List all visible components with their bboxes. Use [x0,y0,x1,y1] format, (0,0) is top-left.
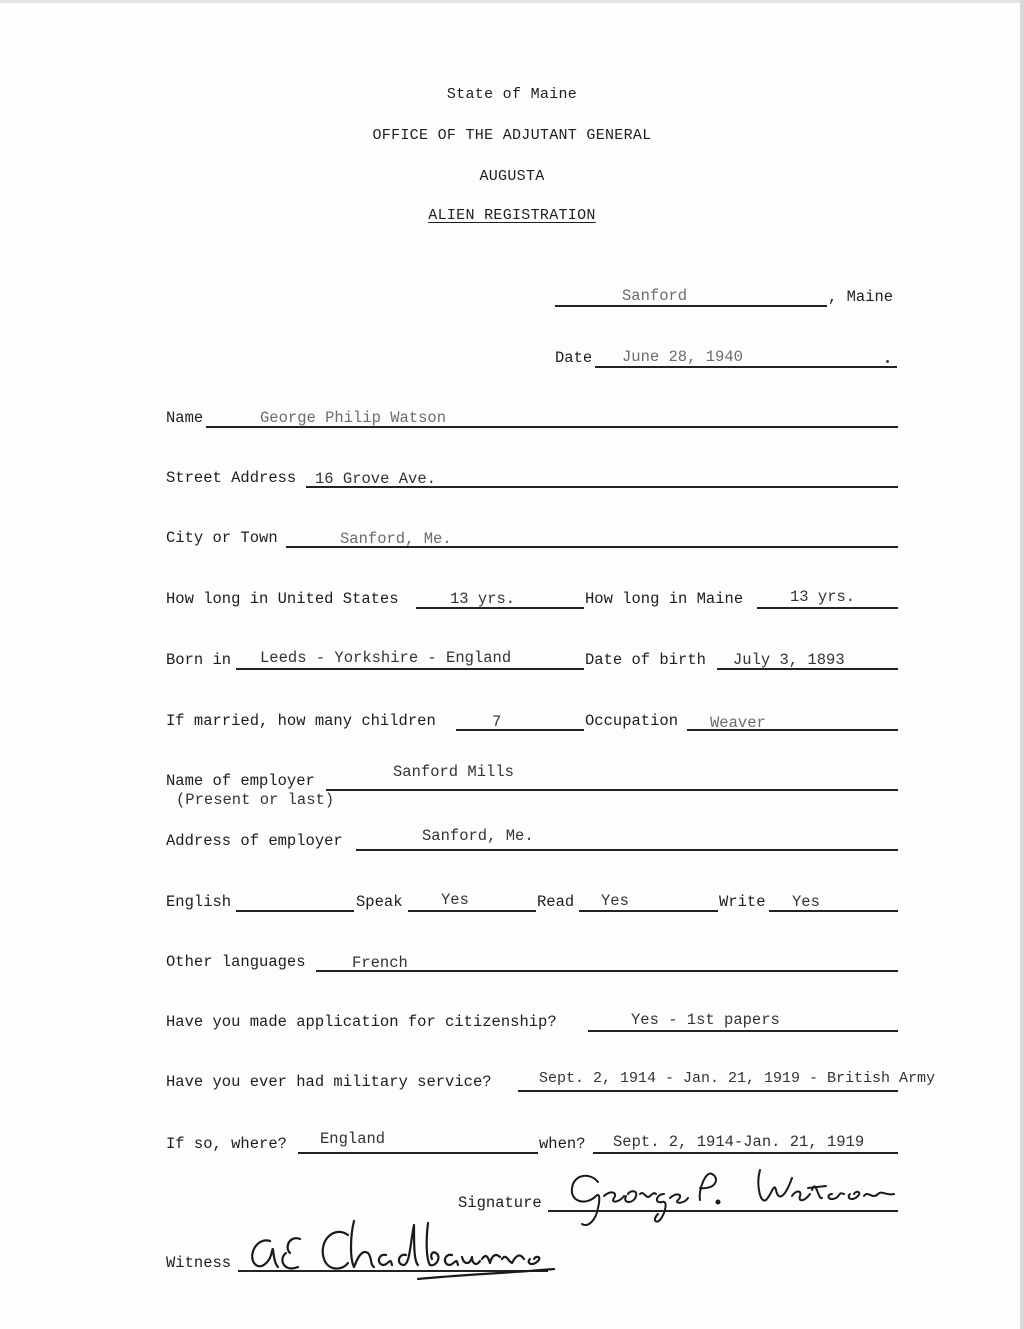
date-label: Date [555,349,593,367]
english-line [236,910,354,912]
birth-date-label: Date of birth [585,651,706,669]
location-town: Sanford [622,287,688,305]
when-value: Sept. 2, 1914-Jan. 21, 1919 [613,1133,865,1151]
english-label: English [166,893,232,911]
employer-address-line [356,849,898,851]
maine-duration-value: 13 yrs. [790,588,856,606]
children-label: If married, how many children [166,712,436,730]
street-label: Street Address [166,469,297,487]
header-office: OFFICE OF THE ADJUTANT GENERAL [372,127,652,144]
location-suffix: , Maine [828,288,894,306]
other-languages-label: Other languages [166,953,306,971]
military-line [518,1090,898,1092]
where-value: England [320,1130,386,1148]
us-duration-label: How long in United States [166,590,399,608]
maine-duration-line [757,607,898,609]
employer-line [326,789,898,791]
page-top-edge [0,0,1024,3]
citizenship-line [588,1030,898,1032]
street-value: 16 Grove Ave. [315,470,436,488]
when-line [593,1152,898,1154]
write-label: Write [719,893,766,911]
witness-handwriting [238,1215,568,1285]
header-city: AUGUSTA [479,168,545,185]
name-label: Name [166,409,204,427]
born-in-label: Born in [166,651,232,669]
employer-address-value: Sanford, Me. [422,827,534,845]
birth-date-value: July 3, 1893 [733,651,845,669]
witness-label: Witness [166,1254,232,1272]
where-label: If so, where? [166,1135,287,1153]
when-label: when? [539,1135,586,1153]
other-languages-value: French [352,954,408,972]
military-label: Have you ever had military service? [166,1073,492,1091]
name-value: George Philip Watson [260,409,447,427]
children-value: 7 [492,713,502,731]
date-period [886,360,889,363]
born-in-value: Leeds - Yorkshire - England [260,649,512,667]
page-right-edge [1020,0,1024,1329]
children-line [456,729,584,731]
speak-line [408,910,536,912]
us-duration-value: 13 yrs. [450,590,516,608]
employer-value: Sanford Mills [393,763,514,781]
occupation-label: Occupation [585,712,679,730]
city-label: City or Town [166,529,278,547]
form-title: ALIEN REGISTRATION [428,207,596,224]
write-line [769,910,898,912]
date-value: June 28, 1940 [622,348,743,366]
location-line [555,305,827,307]
read-line [579,910,718,912]
maine-duration-label: How long in Maine [585,590,744,608]
employer-label: Name of employer [166,772,315,790]
write-value: Yes [792,893,820,911]
header-state: State of Maine [446,86,578,103]
read-value: Yes [601,892,629,910]
occupation-value: Weaver [710,714,766,732]
signature-handwriting [560,1160,905,1230]
born-in-line [236,668,584,670]
employer-address-label: Address of employer [166,832,343,850]
signature-label: Signature [458,1194,542,1212]
employer-sublabel: (Present or last) [176,791,335,809]
military-value: Sept. 2, 1914 - Jan. 21, 1919 - British Army [539,1070,936,1087]
citizenship-label: Have you made application for citizenship? [166,1013,557,1031]
citizenship-value: Yes - 1st papers [631,1011,780,1029]
read-label: Read [537,893,575,911]
where-line [298,1152,538,1154]
speak-label: Speak [356,893,403,911]
date-line [595,366,897,368]
city-value: Sanford, Me. [340,530,452,548]
speak-value: Yes [441,891,469,909]
